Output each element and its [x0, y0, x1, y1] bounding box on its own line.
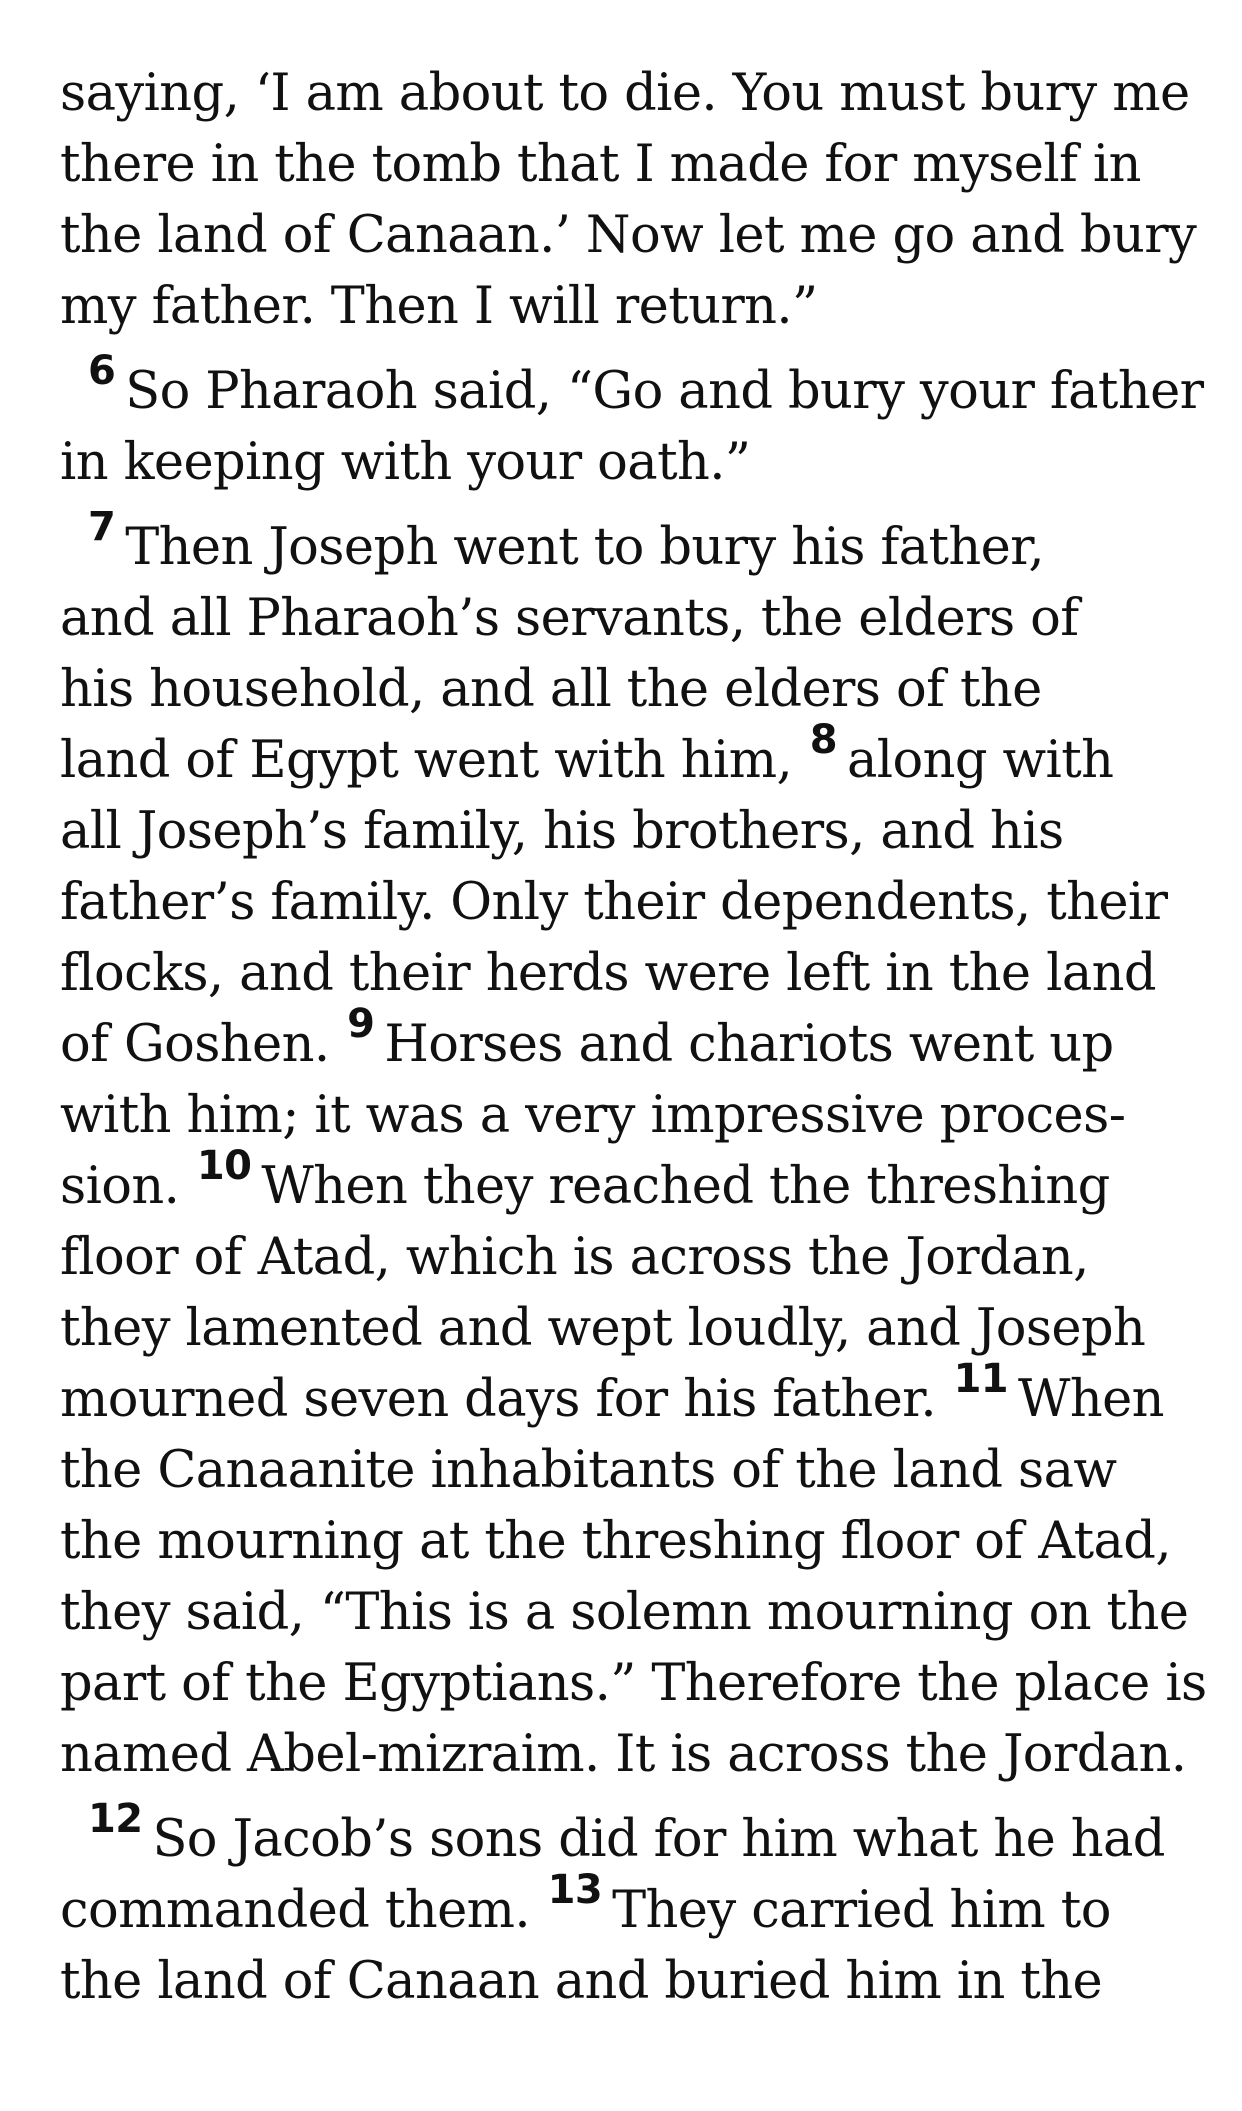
verse-7-text: land of Egypt went with him, — [60, 731, 793, 790]
verse-number-11: 11 — [953, 1356, 1009, 1402]
text-line: and all Pharaoh’s servants, the elders of — [60, 589, 1079, 648]
text-line: the land of Canaan and buried him in the — [60, 1952, 1103, 2011]
verse-8-text: along with — [846, 731, 1114, 790]
text-line: they lamented and wept loudly, and Joseph — [60, 1299, 1146, 1358]
verse-7-line — [60, 504, 1200, 583]
text-line: there in the tomb that I made for myself in — [60, 135, 1141, 194]
text-line — [60, 1356, 1200, 1435]
verse-number-8: 8 — [809, 717, 837, 763]
text-line: his household, and all the elders of the — [60, 660, 1042, 719]
text-line: in keeping with your oath.” — [60, 433, 751, 492]
verse-6-line — [60, 348, 1204, 427]
text-line: father’s family. Only their dependents, their — [60, 873, 1168, 932]
text-line — [60, 1001, 1200, 1080]
text-line: saying, ‘I am about to die. You must bury me — [60, 64, 1190, 123]
text-line: my father. Then I will return.” — [60, 277, 818, 336]
verse-number-7: 7 — [88, 504, 116, 550]
scripture-text — [60, 58, 1207, 2017]
verse-6-text: So Pharaoh said, “Go and bury your father — [125, 362, 1204, 421]
verse-10-text: When they reached the threshing — [261, 1157, 1110, 1216]
text-line: flocks, and their herds were left in the land — [60, 944, 1156, 1003]
text-line: with him; it was a very impressive proces- — [60, 1086, 1126, 1145]
verse-number-9: 9 — [347, 1001, 375, 1047]
text-line — [60, 717, 1200, 796]
text-line: all Joseph’s family, his brothers, and his — [60, 802, 1064, 861]
verse-12-text: So Jacob’s sons did for him what he had — [152, 1810, 1165, 1869]
verse-9-text: Horses and chariots went up — [384, 1015, 1114, 1074]
text-line: the Canaanite inhabitants of the land saw — [60, 1441, 1117, 1500]
verse-number-13: 13 — [547, 1867, 603, 1913]
verse-9-text: sion. — [60, 1157, 180, 1216]
verse-number-12: 12 — [88, 1796, 143, 1842]
text-line — [60, 1143, 1200, 1222]
text-line: named Abel-mizraim. It is across the Jordan. — [60, 1725, 1187, 1784]
verse-7-text: Then Joseph went to bury his father, — [125, 518, 1044, 577]
text-line: the land of Canaan.’ Now let me go and bury — [60, 206, 1197, 265]
text-line: they said, “This is a solemn mourning on the — [60, 1583, 1189, 1642]
verse-13-text: They carried him to — [612, 1881, 1111, 1940]
verse-10-text: mourned seven days for his father. — [60, 1370, 936, 1429]
text-line: part of the Egyptians.” Therefore the place is — [60, 1654, 1207, 1713]
verse-12-text: commanded them. — [60, 1881, 531, 1940]
verse-11-text: When — [1018, 1370, 1164, 1429]
verse-number-10: 10 — [196, 1143, 252, 1189]
text-line: floor of Atad, which is across the Jordan, — [60, 1228, 1089, 1287]
verse-number-6: 6 — [88, 348, 116, 394]
verse-8-text: of Goshen. — [60, 1015, 330, 1074]
text-line: the mourning at the threshing floor of Atad, — [60, 1512, 1171, 1571]
text-line — [60, 1867, 1200, 1946]
verse-12-line — [60, 1796, 1200, 1875]
